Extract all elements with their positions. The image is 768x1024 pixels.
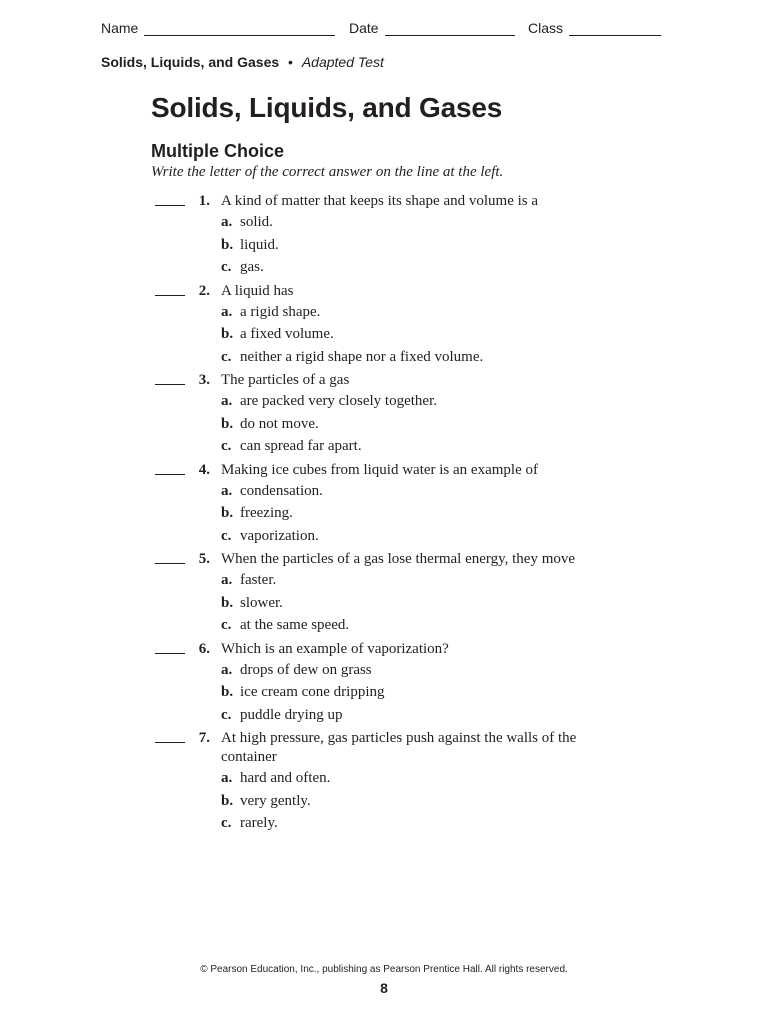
question-text: The particles of a gas [221,372,350,388]
option-letter: a. [221,572,233,588]
option-text: ice cream cone dripping [240,684,385,700]
option-text: condensation. [240,482,323,499]
question-item [155,192,625,282]
answer-blank[interactable] [155,563,185,564]
question-list [155,192,625,838]
question-item [155,371,625,461]
answer-option [221,525,625,548]
page-title: Solids, Liquids, and Gases [151,92,503,123]
option-letter: a. [221,770,233,786]
option-letter: b. [221,236,234,253]
answer-blank[interactable] [155,295,185,296]
answer-option [221,812,625,835]
answer-option [221,346,625,369]
answer-blank[interactable] [155,384,185,385]
answer-blank[interactable] [155,205,185,206]
option-text: puddle drying up [240,706,343,723]
option-letter: c. [221,438,232,454]
copyright-notice: © Pearson Education, Inc., publishing as Pearson Prentice Hall. All rights reserved. [200,964,568,975]
option-letter: b. [221,684,234,700]
option-letter: b. [221,415,234,432]
question-text: Which is an example of vaporization? [221,640,449,657]
question-item [155,729,625,838]
answer-option [221,704,625,727]
date-label: Date [349,20,379,36]
option-text: at the same speed. [240,617,350,633]
answer-option [221,323,625,346]
answer-blank[interactable] [155,474,185,475]
section-title: Multiple Choice [151,141,285,161]
answer-option [221,614,625,637]
running-header [101,54,384,70]
student-info-fields [101,20,663,40]
question-number: 4. [198,461,210,478]
test-type: Adapted Test [301,54,384,70]
question-text: A liquid has [221,282,294,299]
answer-option [221,659,625,682]
question-text: At high pressure, gas particles push against the walls of the container [221,730,577,765]
option-letter: b. [221,326,234,342]
option-text: neither a rigid shape nor a fixed volume. [240,348,484,365]
answer-option [221,301,625,324]
question-number: 1. [198,193,210,209]
question-text: A kind of matter that keeps its shape and volume is a [221,193,539,209]
question-number: 3. [198,372,210,388]
answer-option [221,681,625,704]
answer-option [221,480,625,503]
option-letter: a. [221,303,233,320]
class-label: Class [528,20,564,36]
name-line[interactable] [144,20,335,36]
page-number: 8 [380,980,388,996]
answer-option [221,592,625,615]
answer-option [221,390,625,413]
question-number: 2. [198,282,210,299]
class-line[interactable] [569,20,661,36]
answer-blank[interactable] [155,653,185,654]
book-title: Solids, Liquids, and Gases [101,54,280,70]
date-line[interactable] [385,20,515,36]
option-letter: c. [221,815,232,831]
option-letter: c. [221,706,232,723]
answer-option [221,502,625,525]
option-text: rarely. [240,815,278,831]
option-letter: c. [221,259,232,275]
question-item [155,640,625,730]
option-text: vaporization. [240,527,319,544]
instructions: Write the letter of the correct answer on the line at the left. [151,164,504,180]
option-letter: b. [221,594,234,611]
answer-option [221,211,625,234]
option-text: very gently. [240,792,311,809]
question-item [155,550,625,640]
option-text: drops of dew on grass [240,661,372,678]
option-text: are packed very closely together. [240,393,437,409]
bullet-separator: • [288,54,293,70]
question-number: 7. [198,730,210,746]
option-text: slower. [240,594,283,611]
option-letter: a. [221,393,233,409]
option-letter: c. [221,617,232,633]
question-text: Making ice cubes from liquid water is an example of [221,461,538,478]
option-text: gas. [240,259,264,275]
question-item [155,461,625,551]
option-text: can spread far apart. [240,438,362,454]
name-label: Name [101,20,139,36]
answer-option [221,767,625,790]
option-text: hard and often. [240,770,331,786]
option-letter: c. [221,348,232,365]
answer-option [221,790,625,813]
answer-option [221,256,625,279]
answer-option [221,435,625,458]
question-text: When the particles of a gas lose thermal energy, they move [221,551,576,567]
option-text: freezing. [240,505,293,521]
name-field [101,20,335,36]
answer-option [221,413,625,436]
option-text: a rigid shape. [240,303,321,320]
class-field [528,20,661,36]
answer-option [221,234,625,257]
option-letter: b. [221,792,234,809]
answer-blank[interactable] [155,742,185,743]
option-text: solid. [240,214,273,230]
option-text: a fixed volume. [240,326,334,342]
date-field [349,20,515,36]
option-letter: a. [221,482,233,499]
option-text: liquid. [240,236,279,253]
answer-option [221,569,625,592]
question-number: 5. [198,551,210,567]
option-text: faster. [240,572,277,588]
option-letter: a. [221,214,233,230]
option-letter: c. [221,527,232,544]
option-letter: b. [221,505,234,521]
question-number: 6. [198,640,210,657]
option-letter: a. [221,661,233,678]
question-item [155,282,625,372]
option-text: do not move. [240,415,319,432]
